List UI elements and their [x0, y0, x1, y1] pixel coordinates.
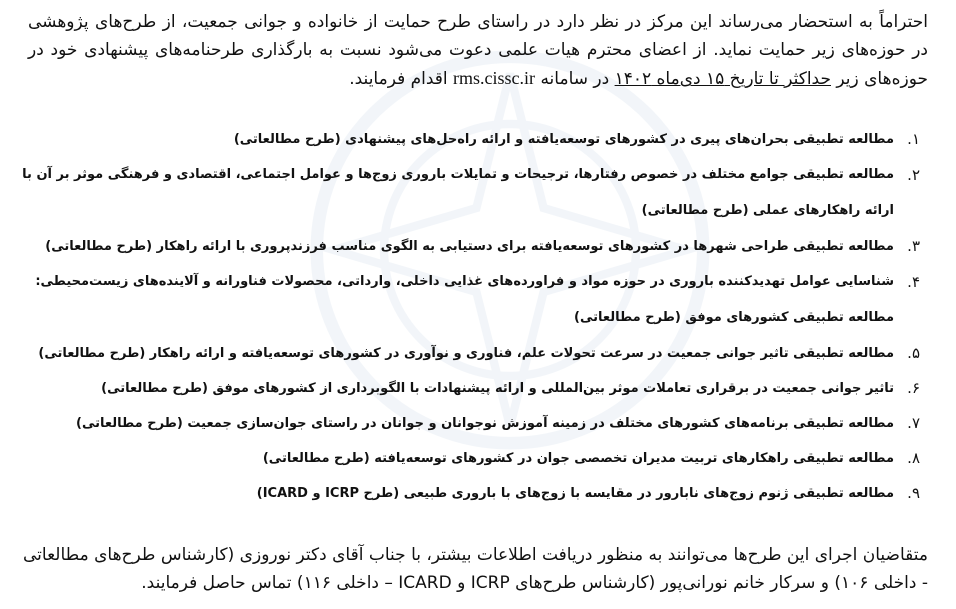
- list-item: [20, 229, 920, 264]
- site-link[interactable]: rms.cissc.ir: [453, 68, 536, 88]
- item-text: مطالعه تطبیقی برنامه‌های کشورهای مختلف در زمینه آموزش نوجوانان و جوانان در راستای جوان‌سازی جمعیت (طرح مطالعاتی): [76, 416, 894, 431]
- list-item: [20, 476, 920, 511]
- closing-paragraph: متقاضیان اجرای این طرح‌ها می‌توانند به منظور دریافت اطلاعات بیشتر، با جناب آقای دکتر نوروزی (کارشناس طرح‌های مطالعاتی - داخلی ۱۰۶) و سرکار خانم نورانی‌پور (کارشناس طرح‌های ICRP و ICARD – داخلی ۱۱۶) تماس حاصل فرمایند.: [23, 545, 928, 593]
- item-number: ۱.: [907, 130, 920, 148]
- intro-paragraph: [28, 8, 928, 93]
- intro-text: احتراماً به استحضار می‌رساند این مرکز در نظر دارد در راستای طرح حمایت از خانواده و جوانی جمعیت، از طرح‌های پژوهشی در حوزه‌های زیر حمایت نماید. از اعضای محترم هیات علمی دعوت می‌شود نسبت به بارگذاری طرحنامه‌های پیشنهادی خود در حوزه‌های زیر: [28, 12, 928, 89]
- item-text: مطالعه تطبیقی تاثیر جوانی جمعیت در سرعت تحولات علم، فناوری و نوآوری در کشورهای توسعه‌یافته و ارائه راهکار (طرح مطالعاتی): [38, 346, 894, 361]
- item-text: شناسایی عوامل تهدیدکننده باروری در حوزه مواد و فراورده‌های غذایی داخلی، وارداتی، محصولات فناورانه و آلاینده‌های زیست‌محیطی: مطالعه تطبیقی کشورهای موفق (طرح مطالعاتی): [35, 274, 894, 325]
- research-topics-list: [20, 122, 920, 511]
- item-number: ۸.: [907, 449, 920, 467]
- list-item: [20, 264, 920, 336]
- item-number: ۵.: [907, 344, 920, 362]
- item-number: ۴.: [907, 273, 920, 291]
- list-item: [20, 122, 920, 157]
- list-item: [20, 406, 920, 441]
- item-number: ۶.: [907, 379, 920, 397]
- item-number: ۲.: [907, 166, 920, 184]
- list-item: [20, 441, 920, 476]
- item-number: ۳.: [907, 237, 920, 255]
- item-text: تاثیر جوانی جمعیت در برقراری تعاملات موثر بین‌المللی و ارائه پیشنهادات با الگوبرداری از کشورهای موفق (طرح مطالعاتی): [101, 381, 894, 396]
- item-text: مطالعه تطبیقی ژنوم زوج‌های نابارور در مقایسه با زوج‌های با باروری طبیعی (طرح ICRP و ICARD): [256, 486, 894, 501]
- intro-text-2: در سامانه: [540, 69, 610, 89]
- intro-text-3: اقدام فرمایند.: [349, 69, 448, 89]
- item-text: مطالعه تطبیقی جوامع مختلف در خصوص رفتارها، ترجیحات و تمایلات باروری زوج‌ها و عوامل اجتماعی، اقتصادی و فرهنگی موثر بر آن با ارائه راهکارهای عملی (طرح مطالعاتی): [22, 167, 894, 218]
- item-number: ۷.: [907, 414, 920, 432]
- list-item: [20, 157, 920, 229]
- list-item: [20, 336, 920, 371]
- item-number: ۹.: [907, 484, 920, 502]
- list-item: [20, 371, 920, 406]
- item-text: مطالعه تطبیقی طراحی شهرها در کشورهای توسعه‌یافته برای دستیابی به الگوی مناسب فرزندپروری با ارائه راهکار (طرح مطالعاتی): [45, 239, 894, 254]
- item-text: مطالعه تطبیقی بحران‌های پیری در کشورهای توسعه‌یافته و ارائه راه‌حل‌های پیشنهادی (طرح مطالعاتی): [233, 132, 894, 147]
- deadline-text: حداکثر تا تاریخ ۱۵ دی‌ماه ۱۴۰۲: [614, 69, 831, 89]
- item-text: مطالعه تطبیقی راهکارهای تربیت مدیران تخصصی جوان در کشورهای توسعه‌یافته (طرح مطالعاتی): [262, 451, 894, 466]
